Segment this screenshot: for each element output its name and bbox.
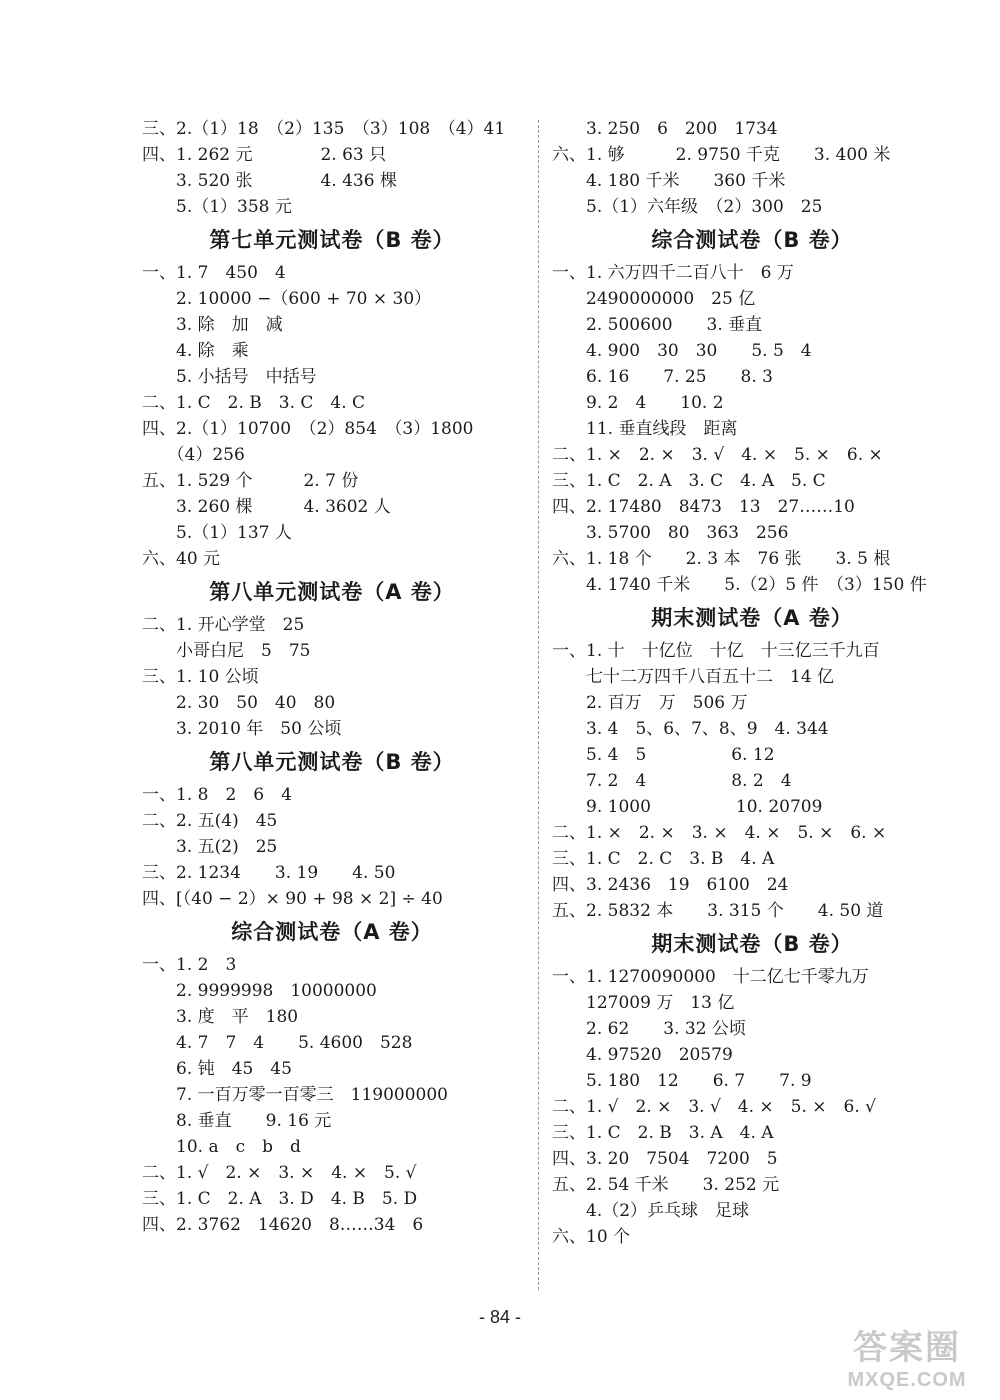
answer-line: 二、2. 五(4) 45 [142, 811, 278, 831]
answer-line: 四、[（40 − 2）× 90 + 98 × 2] ÷ 40 [142, 889, 443, 909]
answer-line: 二、1. × 2. × 3. √ 4. × 5. × 6. × [552, 445, 883, 465]
answer-line: 9. 1000 10. 20709 [552, 797, 823, 817]
answer-line: 2. 62 3. 32 公顷 [552, 1019, 746, 1039]
answer-line: 4. 7 7 4 5. 4600 528 [142, 1033, 413, 1053]
answer-line: 一、1. 7 450 4 [142, 263, 286, 283]
answer-line: 四、3. 20 7504 7200 5 [552, 1149, 778, 1169]
answer-line: 二、1. × 2. × 3. × 4. × 5. × 6. × [552, 823, 887, 843]
answer-line: 3. 5700 80 363 256 [552, 523, 789, 543]
answer-line: 7. 一百万零一百零三 119000000 [142, 1085, 448, 1105]
watermark-logo-text: 答案圈 [853, 1328, 961, 1368]
answer-line: 三、1. C 2. B 3. A 4. A [552, 1123, 774, 1143]
answer-line: 2. 百万 万 506 万 [552, 693, 748, 713]
section-heading: 期末测试卷（B 卷） [651, 932, 853, 956]
answer-line: 3. 520 张 4. 436 棵 [142, 171, 397, 191]
answer-line: 二、1. √ 2. × 3. √ 4. × 5. × 6. √ [552, 1097, 876, 1117]
answer-line: 5.（1）358 元 [142, 197, 292, 217]
answer-line: 小哥白尼 5 75 [142, 641, 311, 661]
answer-line: 4. 1740 千米 5.（2）5 件 （3）150 件 [552, 575, 927, 595]
answer-line: 3. 度 平 180 [142, 1007, 299, 1027]
answer-line: 5. 4 5 6. 12 [552, 745, 775, 765]
page-number-dash-left: - [478, 1307, 490, 1327]
answer-line: 127009 万 13 亿 [552, 993, 735, 1013]
answer-line: 一、1. 1270090000 十二亿七千零九万 [552, 967, 869, 987]
answer-line: 二、1. √ 2. × 3. × 4. × 5. √ [142, 1163, 417, 1183]
answer-line: 六、10 个 [552, 1227, 631, 1247]
answer-line: 5.（1）六年级 （2）300 25 [552, 197, 823, 217]
answer-line: 六、1. 18 个 2. 3 本 76 张 3. 5 根 [552, 549, 891, 569]
answer-line: 10. a c b d [142, 1137, 301, 1157]
answer-line: 一、1. 十 十亿位 十亿 十三亿三千九百 [552, 641, 880, 661]
answer-line: 六、40 元 [142, 549, 221, 569]
answer-line: 七十二万四千八百五十二 14 亿 [552, 667, 835, 687]
section-heading: 综合测试卷（B 卷） [651, 228, 853, 252]
answer-line: 3. 除 加 减 [142, 315, 283, 335]
answer-line: 二、1. 开心学堂 25 [142, 615, 305, 635]
answer-line: 3. 2010 年 50 公顷 [142, 719, 342, 739]
answer-line: 5. 小括号 中括号 [142, 367, 317, 387]
answer-line: 8. 垂直 9. 16 元 [142, 1111, 332, 1131]
right-column [552, 116, 952, 1250]
answer-line: 2490000000 25 亿 [552, 289, 756, 309]
answer-line: 三、1. C 2. A 3. D 4. B 5. D [142, 1189, 418, 1209]
section-heading: 第七单元测试卷（B 卷） [209, 228, 455, 252]
answer-line: 4. 除 乘 [142, 341, 249, 361]
answer-line: 三、1. 10 公顷 [142, 667, 259, 687]
answer-line: 三、1. C 2. C 3. B 4. A [552, 849, 775, 869]
answer-line: 二、1. C 2. B 3. C 4. C [142, 393, 366, 413]
answer-line: 2. 10000 −（600 + 70 × 30） [142, 289, 432, 309]
answer-line: 4. 900 30 30 5. 5 4 [552, 341, 812, 361]
answer-line: 6. 16 7. 25 8. 3 [552, 367, 773, 387]
answer-line: 一、1. 2 3 [142, 955, 237, 975]
answer-line: 2. 30 50 40 80 [142, 693, 336, 713]
answer-line: 3. 260 棵 4. 3602 人 [142, 497, 391, 517]
answer-line: 四、2. 17480 8473 13 27……10 [552, 497, 855, 517]
answer-line: 2. 500600 3. 垂直 [552, 315, 763, 335]
answer-line: 一、1. 8 2 6 4 [142, 785, 292, 805]
answer-line: 四、2. 3762 14620 8……34 6 [142, 1215, 424, 1235]
answer-line: 三、2.（1）18 （2）135 （3）108 （4）41 [142, 119, 506, 139]
answer-line: 4. 97520 20579 [552, 1045, 733, 1065]
answer-line: 一、1. 六万四千二百八十 6 万 [552, 263, 794, 283]
answer-line: 4. 180 千米 360 千米 [552, 171, 786, 191]
section-heading: 第八单元测试卷（B 卷） [209, 750, 455, 774]
left-column [142, 116, 522, 1238]
answer-line: 四、1. 262 元 2. 63 只 [142, 145, 387, 165]
answer-line: 4.（2）乒乓球 足球 [552, 1201, 750, 1221]
page-number-value: 84 [489, 1307, 511, 1327]
answer-line: 5.（1）137 人 [142, 523, 292, 543]
answer-line: 7. 2 4 8. 2 4 [552, 771, 792, 791]
answer-line: 五、2. 54 千米 3. 252 元 [552, 1175, 780, 1195]
answer-line: 四、3. 2436 19 6100 24 [552, 875, 789, 895]
section-heading: 第八单元测试卷（A 卷） [209, 580, 455, 604]
answer-line: 三、2. 1234 3. 19 4. 50 [142, 863, 396, 883]
answer-line: 四、2.（1）10700 （2）854 （3）1800 [142, 419, 474, 439]
answer-line: （4）256 [142, 445, 245, 465]
section-heading: 期末测试卷（A 卷） [651, 606, 853, 630]
watermark-url: MXQE.COM [847, 1369, 967, 1391]
column-divider [538, 120, 539, 1290]
answer-line: 五、2. 5832 本 3. 315 个 4. 50 道 [552, 901, 884, 921]
answer-line: 三、1. C 2. A 3. C 4. A 5. C [552, 471, 826, 491]
answer-line: 五、1. 529 个 2. 7 份 [142, 471, 359, 491]
answer-line: 3. 4 5、6、7、8、9 4. 344 [552, 719, 829, 739]
answer-line: 11. 垂直线段 距离 [552, 419, 738, 439]
answer-line: 5. 180 12 6. 7 7. 9 [552, 1071, 812, 1091]
answer-line: 2. 9999998 10000000 [142, 981, 377, 1001]
answer-line: 3. 五(2) 25 [142, 837, 278, 857]
answer-line: 六、1. 够 2. 9750 千克 3. 400 米 [552, 145, 891, 165]
watermark-logo [832, 1320, 982, 1390]
answer-line: 9. 2 4 10. 2 [552, 393, 724, 413]
answer-line: 3. 250 6 200 1734 [552, 119, 778, 139]
page-number-dash-right: - [510, 1307, 522, 1327]
answer-line: 6. 钝 45 45 [142, 1059, 292, 1079]
section-heading: 综合测试卷（A 卷） [231, 920, 433, 944]
